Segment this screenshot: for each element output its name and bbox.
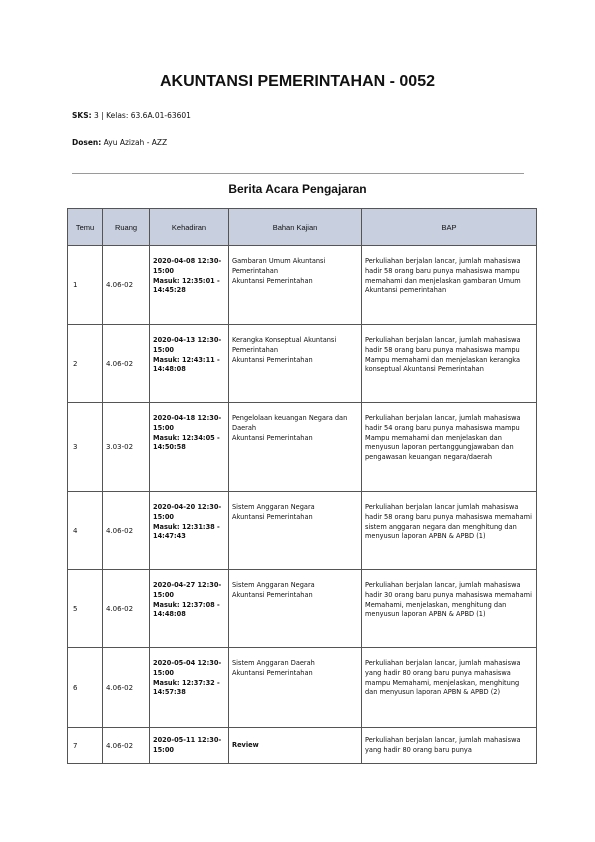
kehadiran-value: 2020-04-08 12:30- 15:00 Masuk: 12:35:01 - 14:45:28 <box>153 257 222 295</box>
table-row <box>68 570 537 648</box>
bap-value: Perkuliahan berjalan lancar jumlah mahasiswa hadir 58 orang baru punya mahasiswa memahami sistem anggaran negara dan menghitung dan menyusun laporan APBN & APBD (1) <box>365 503 532 541</box>
bahan-kajian-value: Sistem Anggaran Negara Akuntansi Pemerintahan <box>232 581 315 599</box>
header-kehadiran: Kehadiran <box>150 209 229 246</box>
header-bap: BAP <box>362 209 537 246</box>
bahan-kajian-value: Kerangka Konseptual Akuntansi Pemerintahan Akuntansi Pemerintahan <box>232 336 337 364</box>
temu-value: 6 <box>73 683 78 692</box>
table-row <box>68 403 537 492</box>
cell-temu <box>68 570 103 648</box>
cell-ruang <box>103 492 150 570</box>
ruang-value: 4.06-02 <box>106 281 134 289</box>
temu-value: 2 <box>73 359 78 368</box>
kehadiran-value: 2020-04-13 12:30- 15:00 Masuk: 12:43:11 - 14:48:08 <box>153 336 222 374</box>
cell-bap <box>362 403 537 492</box>
cell-ruang <box>103 246 150 325</box>
cell-kehadiran <box>150 648 229 728</box>
bap-value: Perkuliahan berjalan lancar, jumlah mahasiswa hadir 58 orang baru punya mahasiswa mampu Mampu memahami dan menjelaskan kerangka konseptual Akuntansi Pemerintahan <box>365 336 521 374</box>
cell-temu <box>68 728 103 764</box>
cell-temu <box>68 325 103 403</box>
temu-value: 7 <box>73 741 78 750</box>
cell-kehadiran <box>150 325 229 403</box>
temu-value: 1 <box>73 281 78 289</box>
cell-bahan-kajian <box>229 728 362 764</box>
kehadiran-value: 2020-05-11 12:30- 15:00 <box>153 735 222 754</box>
ruang-value: 4.06-02 <box>106 604 134 613</box>
table-row <box>68 325 537 403</box>
header-temu: Temu <box>68 209 103 246</box>
cell-bap <box>362 648 537 728</box>
cell-bahan-kajian <box>229 492 362 570</box>
ruang-value: 4.06-02 <box>106 526 134 535</box>
bap-value: Perkuliahan berjalan lancar, jumlah mahasiswa hadir 30 orang baru punya mahasiswa memahami Memahami, menjelaskan, menghitung dan menyusun laporan APBN & APBD (1) <box>365 581 532 619</box>
ruang-value: 3.03-02 <box>106 443 134 451</box>
temu-value: 4 <box>73 526 78 535</box>
table-row <box>68 648 537 728</box>
ruang-value: 4.06-02 <box>106 741 134 750</box>
cell-bahan-kajian <box>229 403 362 492</box>
cell-ruang <box>103 325 150 403</box>
cell-bahan-kajian <box>229 570 362 648</box>
header-ruang: Ruang <box>103 209 150 246</box>
kehadiran-value: 2020-04-20 12:30- 15:00 Masuk: 12:31:38 - 14:47:43 <box>153 503 222 541</box>
kehadiran-value: 2020-04-27 12:30- 15:00 Masuk: 12:37:08 - 14:48:08 <box>153 581 222 619</box>
cell-bahan-kajian <box>229 648 362 728</box>
table-row <box>68 246 537 325</box>
bahan-kajian-value: Review <box>232 740 259 749</box>
cell-bap <box>362 570 537 648</box>
sks-label: SKS: <box>72 111 92 120</box>
cell-bap <box>362 325 537 403</box>
cell-temu <box>68 246 103 325</box>
temu-value: 5 <box>73 604 78 613</box>
cell-bahan-kajian <box>229 325 362 403</box>
bap-value: Perkuliahan berjalan lancar, jumlah mahasiswa hadir 58 orang baru punya mahasiswa mampu memahami dan menjelaskan gambaran Umum Akuntansi pemerintahan <box>365 257 521 295</box>
cell-kehadiran <box>150 570 229 648</box>
cell-ruang <box>103 570 150 648</box>
dosen-value: Ayu Azizah - AZZ <box>103 138 168 147</box>
cell-kehadiran <box>150 492 229 570</box>
table-header-row <box>68 209 537 246</box>
cell-bap <box>362 246 537 325</box>
cell-bap <box>362 492 537 570</box>
table-row <box>68 492 537 570</box>
cell-temu <box>68 403 103 492</box>
bap-value: Perkuliahan berjalan lancar, jumlah mahasiswa hadir 54 orang baru punya mahasiswa mampu Mampu memahami dan menjelaskan dan menyusun laporan pertanggungjawaban dan pengawasan keuangan negara/daerah <box>365 414 521 461</box>
kehadiran-value: 2020-05-04 12:30- 15:00 Masuk: 12:37:32 - 14:57:38 <box>153 659 222 697</box>
cell-ruang <box>103 403 150 492</box>
bap-value: Perkuliahan berjalan lancar, jumlah mahasiswa yang hadir 80 orang baru punya <box>365 735 521 754</box>
sks-kelas-line <box>72 111 191 120</box>
ruang-value: 4.06-02 <box>106 683 134 692</box>
header-bahan-kajian: Bahan Kajian <box>229 209 362 246</box>
temu-value: 3 <box>73 443 78 451</box>
bap-value: Perkuliahan berjalan lancar, jumlah mahasiswa yang hadir 80 orang baru punya mahasiswa mampu Memahami, menjelaskan, menghitung dan menyusun laporan APBN & APBD (2) <box>365 659 521 697</box>
cell-temu <box>68 492 103 570</box>
cell-temu <box>68 648 103 728</box>
bahan-kajian-value: Sistem Anggaran Negara Akuntansi Pemerintahan <box>232 503 315 521</box>
bahan-kajian-value: Pengelolaan keuangan Negara dan Daerah Akuntansi Pemerintahan <box>232 414 348 442</box>
kehadiran-value: 2020-04-18 12:30- 15:00 Masuk: 12:34:05 - 14:50:58 <box>153 414 222 452</box>
cell-ruang <box>103 648 150 728</box>
table-row <box>68 728 537 764</box>
cell-bahan-kajian <box>229 246 362 325</box>
cell-kehadiran <box>150 728 229 764</box>
ruang-value: 4.06-02 <box>106 359 134 368</box>
bahan-kajian-value: Gambaran Umum Akuntansi Pemerintahan Akuntansi Pemerintahan <box>232 257 326 285</box>
bap-table <box>67 208 537 764</box>
section-title: Berita Acara Pengajaran <box>228 182 367 196</box>
cell-kehadiran <box>150 246 229 325</box>
dosen-label: Dosen: <box>72 138 102 147</box>
bahan-kajian-value: Sistem Anggaran Daerah Akuntansi Pemerintahan <box>232 659 315 677</box>
cell-bap <box>362 728 537 764</box>
dosen-line <box>72 138 167 147</box>
divider <box>72 173 524 174</box>
cell-kehadiran <box>150 403 229 492</box>
sks-kelas-value: 3 | Kelas: 63.6A.01-63601 <box>94 111 191 120</box>
cell-ruang <box>103 728 150 764</box>
page-title: AKUNTANSI PEMERINTAHAN - 0052 <box>160 73 435 90</box>
